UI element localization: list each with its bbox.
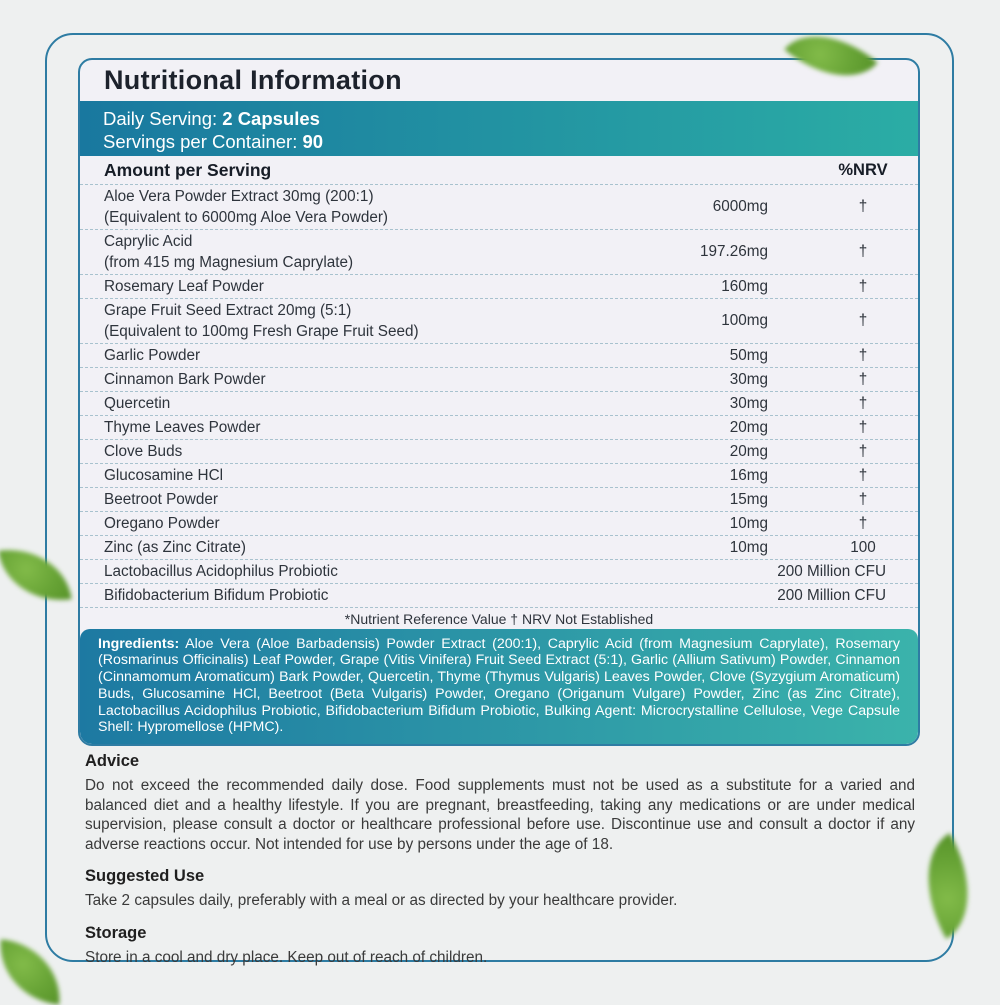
ingredient-nrv: † bbox=[858, 490, 868, 508]
ingredient-name: Zinc (as Zinc Citrate) bbox=[104, 538, 246, 556]
ingredient-name: Clove Buds bbox=[104, 442, 183, 460]
daily-serving-line bbox=[103, 107, 918, 130]
table-row bbox=[80, 464, 918, 488]
ingredient-amount: 6000mg bbox=[712, 198, 768, 216]
storage-heading: Storage bbox=[85, 923, 147, 942]
ingredient-name: Oregano Powder bbox=[104, 514, 220, 532]
suggested-use-section bbox=[85, 867, 915, 911]
advice-heading: Advice bbox=[85, 752, 140, 770]
ingredient-amount: 16mg bbox=[729, 466, 768, 484]
ingredient-nrv: † bbox=[858, 370, 868, 388]
page-title: Nutritional Information bbox=[104, 65, 402, 96]
ingredient-name: Lactobacillus Acidophilus Probiotic bbox=[104, 562, 338, 580]
suggested-use-heading: Suggested Use bbox=[85, 867, 205, 885]
ingredient-name: Rosemary Leaf Powder bbox=[104, 277, 264, 295]
ingredient-amount: 15mg bbox=[729, 490, 768, 508]
ingredient-amount: 50mg bbox=[729, 346, 768, 364]
advice-body: Do not exceed the recommended daily dose. Food supplements must not be used as a substitute for a varied and balanced diet and a healthy lifestyle. If you are pregnant, breastfeeding, taking any medications or are under medical supervision, please consult a doctor or healthcare professional before use. Discontinue use and consult a doctor if any adverse reactions occur. Not intended for use by persons under the age of 18. bbox=[85, 777, 915, 853]
table-row bbox=[80, 488, 918, 512]
ingredient-note: (Equivalent to 6000mg Aloe Vera Powder) bbox=[104, 208, 389, 226]
table-row bbox=[80, 416, 918, 440]
ingredient-nrv: † bbox=[858, 466, 868, 484]
servings-label: Servings per Container: bbox=[103, 131, 303, 153]
daily-serving-value: 2 Capsules bbox=[222, 108, 320, 130]
table-row bbox=[80, 299, 918, 344]
ingredient-nrv: † bbox=[858, 442, 868, 460]
ingredient-amount: 10mg bbox=[729, 514, 768, 532]
ingredient-table bbox=[80, 185, 918, 608]
advice-section bbox=[85, 752, 915, 854]
nutrition-card bbox=[78, 58, 920, 746]
daily-serving-label: Daily Serving: bbox=[103, 108, 223, 130]
ingredient-name: Aloe Vera Powder Extract 30mg (200:1) bbox=[104, 187, 374, 205]
ingredient-name: Garlic Powder bbox=[104, 346, 201, 364]
ingredient-amount: 160mg bbox=[721, 277, 768, 295]
serving-info-bar bbox=[80, 101, 918, 156]
ingredient-nrv: † bbox=[858, 312, 868, 330]
ingredients-label: Ingredients: bbox=[98, 635, 180, 652]
ingredient-name: Cinnamon Bark Powder bbox=[104, 370, 266, 388]
ingredient-name: Quercetin bbox=[104, 394, 171, 412]
nrv-footnote: *Nutrient Reference Value † NRV Not Established bbox=[344, 610, 654, 627]
table-header bbox=[80, 156, 918, 184]
ingredients-block bbox=[80, 629, 918, 744]
table-row bbox=[80, 230, 918, 275]
ingredient-amount: 200 Million CFU bbox=[777, 562, 886, 580]
ingredient-name: Thyme Leaves Powder bbox=[104, 418, 261, 436]
ingredient-nrv: † bbox=[858, 346, 868, 364]
ingredient-note: (Equivalent to 100mg Fresh Grape Fruit Seed) bbox=[104, 322, 419, 340]
ingredient-amount: 197.26mg bbox=[699, 243, 768, 261]
ingredient-note: (from 415 mg Magnesium Caprylate) bbox=[104, 253, 354, 271]
ingredient-nrv: † bbox=[858, 394, 868, 412]
table-row bbox=[80, 584, 918, 608]
column-header-nrv: %NRV bbox=[838, 160, 888, 179]
table-row bbox=[80, 440, 918, 464]
ingredient-amount: 10mg bbox=[729, 538, 768, 556]
ingredient-name: Caprylic Acid bbox=[104, 232, 193, 250]
servings-per-container-line bbox=[103, 130, 918, 153]
table-row bbox=[80, 275, 918, 299]
suggested-use-body: Take 2 capsules daily, preferably with a meal or as directed by your healthcare provider. bbox=[85, 892, 678, 909]
ingredient-name: Bifidobacterium Bifidum Probiotic bbox=[104, 586, 329, 604]
ingredient-amount: 200 Million CFU bbox=[777, 586, 886, 604]
info-sections bbox=[85, 752, 915, 980]
ingredient-nrv: † bbox=[858, 243, 868, 261]
ingredient-amount: 20mg bbox=[729, 442, 768, 460]
storage-body: Store in a cool and dry place. Keep out of reach of children. bbox=[85, 948, 488, 966]
table-row bbox=[80, 392, 918, 416]
table-row bbox=[80, 512, 918, 536]
ingredient-nrv: † bbox=[858, 198, 868, 216]
table-row bbox=[80, 185, 918, 230]
ingredient-nrv: † bbox=[858, 514, 868, 532]
ingredient-name: Grape Fruit Seed Extract 20mg (5:1) bbox=[104, 301, 352, 319]
column-header-amount-per-serving: Amount per Serving bbox=[104, 159, 272, 180]
table-row bbox=[80, 536, 918, 560]
ingredient-name: Beetroot Powder bbox=[104, 490, 218, 508]
storage-section bbox=[85, 924, 915, 968]
table-row bbox=[80, 368, 918, 392]
ingredient-nrv: 100 bbox=[850, 538, 876, 556]
ingredient-amount: 20mg bbox=[729, 418, 768, 436]
ingredient-amount: 100mg bbox=[721, 312, 768, 330]
servings-value: 90 bbox=[302, 131, 324, 153]
table-row bbox=[80, 344, 918, 368]
ingredient-nrv: † bbox=[858, 418, 868, 436]
ingredient-name: Glucosamine HCl bbox=[104, 466, 224, 484]
table-row bbox=[80, 560, 918, 584]
ingredients-text: Aloe Vera (Aloe Barbadensis) Powder Extract (200:1), Caprylic Acid (from Magnesium Caprylate), Rosemary (Rosmarinus Officinalis) Leaf Powder, Grape (Vitis Vinifera) Fruit Seed Extract (5:1), Garlic (Allium Sativum) Powder, Cinnamon (Cinnamomum Aromaticum) Bark Powder, Quercetin, Thyme (Thymus Vulgaris) Leaves Powder, Clove (Syzygium Aromaticum) Buds, Glucosamine HCl, Beetroot (Beta Vulgaris) Powder, Oregano (Origanum Vulgare) Powder, Zinc (as Zinc Citrate), Lactobacillus Acidophilus Probiotic, Bifidobacterium Bifidum Probiotic, Bulking Agent: Microcrystalline Cellulose, Vege Capsule Shell: Hypromellose (HPMC). bbox=[98, 635, 900, 736]
ingredient-amount: 30mg bbox=[729, 370, 768, 388]
ingredient-nrv: † bbox=[858, 277, 868, 295]
ingredient-amount: 30mg bbox=[729, 394, 768, 412]
